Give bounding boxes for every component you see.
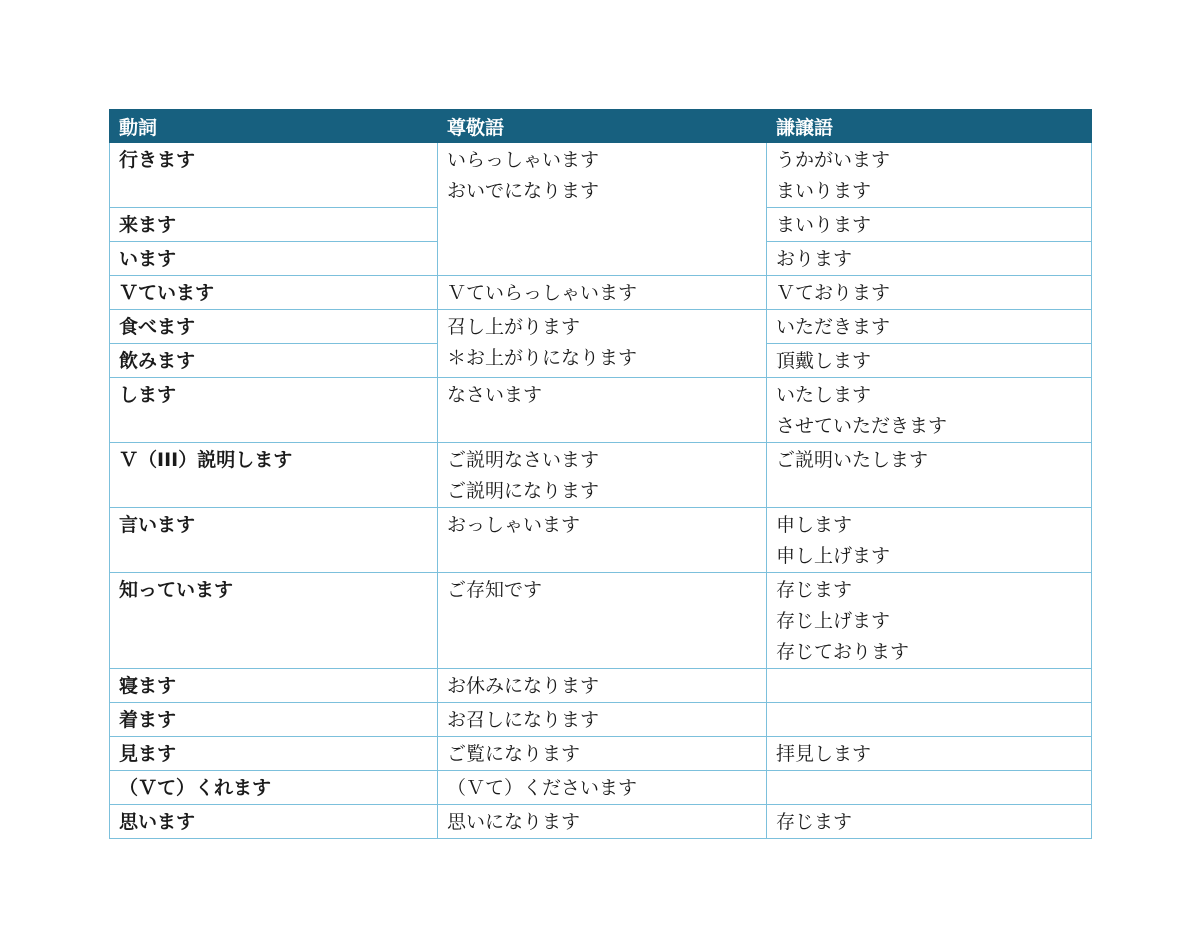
verb-text: Ｖ（III）説明します: [119, 449, 293, 471]
honorific-cell: [438, 443, 767, 508]
humble-cell: [767, 669, 1092, 703]
honorific-cell: [438, 703, 767, 737]
verb-text: 見ます: [119, 743, 177, 765]
header-verb: 動詞: [110, 110, 438, 143]
humble-cell: [767, 344, 1092, 378]
table-row: [110, 508, 1092, 573]
humble-text: おります: [776, 248, 853, 270]
humble-cell: [767, 378, 1092, 443]
humble-cell: [767, 242, 1092, 276]
humble-text: 申し上げます: [776, 545, 891, 567]
verb-text: います: [119, 248, 177, 270]
honorific-text: ＊お上がりになります: [447, 347, 638, 369]
humble-cell: [767, 703, 1092, 737]
header-humble: 謙譲語: [767, 110, 1092, 143]
honorific-text: おっしゃいます: [447, 514, 581, 536]
honorific-text: なさいます: [447, 384, 543, 406]
humble-text: Ｖております: [776, 282, 891, 304]
humble-text: 拝見します: [776, 743, 872, 765]
table-row: [110, 310, 1092, 344]
verb-cell: [110, 508, 438, 573]
table-row: [110, 669, 1092, 703]
honorific-text: いらっしゃいます: [447, 149, 600, 171]
verb-text: 食べます: [119, 316, 196, 338]
verb-text: 寝ます: [119, 675, 177, 697]
honorific-cell: [438, 508, 767, 573]
humble-text: まいります: [776, 180, 872, 202]
honorific-cell: [438, 737, 767, 771]
humble-cell: [767, 737, 1092, 771]
verb-cell: [110, 805, 438, 839]
honorific-cell: [438, 276, 767, 310]
humble-text: 頂戴します: [776, 350, 872, 372]
table-row: [110, 443, 1092, 508]
verb-cell: [110, 703, 438, 737]
verb-cell: [110, 573, 438, 669]
verb-cell: [110, 669, 438, 703]
humble-text: させていただきます: [776, 415, 948, 437]
table-row: [110, 805, 1092, 839]
honorific-cell: [438, 310, 767, 378]
verb-cell: [110, 242, 438, 276]
humble-text: うかがいます: [776, 149, 891, 171]
verb-text: 思います: [119, 811, 196, 833]
humble-text: ご説明いたします: [776, 449, 929, 471]
table-row: [110, 276, 1092, 310]
honorific-cell: [438, 143, 767, 276]
verb-text: 行きます: [119, 149, 196, 171]
honorific-text: ご説明なさいます: [447, 449, 600, 471]
humble-cell: [767, 805, 1092, 839]
honorific-cell: [438, 573, 767, 669]
honorific-text: Ｖていらっしゃいます: [447, 282, 638, 304]
verb-text: （Ｖて）くれます: [119, 777, 272, 799]
humble-text: いただきます: [776, 316, 891, 338]
humble-text: 存じております: [776, 641, 910, 663]
header-row: [110, 110, 1092, 143]
honorific-text: ご存知です: [447, 579, 543, 601]
verb-cell: [110, 208, 438, 242]
humble-cell: [767, 443, 1092, 508]
verb-cell: [110, 310, 438, 344]
humble-cell: [767, 508, 1092, 573]
verb-text: します: [119, 384, 177, 406]
verb-text: 知っています: [119, 579, 234, 601]
honorific-text: 思いになります: [447, 811, 581, 833]
humble-text: いたします: [776, 384, 872, 406]
verb-cell: [110, 344, 438, 378]
verb-text: 飲みます: [119, 350, 196, 372]
honorific-text: おいでになります: [447, 180, 600, 202]
keigo-table: [109, 109, 1092, 839]
verb-text: 来ます: [119, 214, 177, 236]
humble-cell: [767, 310, 1092, 344]
table-row: [110, 378, 1092, 443]
honorific-text: 召し上がります: [447, 316, 581, 338]
honorific-text: ご説明になります: [447, 480, 600, 502]
verb-cell: [110, 443, 438, 508]
honorific-text: お召しになります: [447, 709, 600, 731]
humble-text: 存じ上げます: [776, 610, 891, 632]
table-row: [110, 771, 1092, 805]
verb-cell: [110, 378, 438, 443]
honorific-cell: [438, 378, 767, 443]
honorific-text: お休みになります: [447, 675, 600, 697]
header-honorific: 尊敬語: [438, 110, 767, 143]
verb-cell: [110, 737, 438, 771]
honorific-text: ご覧になります: [447, 743, 581, 765]
humble-cell: [767, 573, 1092, 669]
honorific-cell: [438, 805, 767, 839]
humble-cell: [767, 276, 1092, 310]
table-row: [110, 703, 1092, 737]
honorific-cell: [438, 771, 767, 805]
humble-text: まいります: [776, 214, 872, 236]
honorific-cell: [438, 669, 767, 703]
humble-text: 申します: [776, 514, 853, 536]
humble-cell: [767, 208, 1092, 242]
humble-cell: [767, 771, 1092, 805]
table-row: [110, 573, 1092, 669]
humble-text: 存じます: [776, 811, 853, 833]
honorific-text: （Ｖて）くださいます: [447, 777, 638, 799]
humble-cell: [767, 143, 1092, 208]
verb-cell: [110, 143, 438, 208]
verb-cell: [110, 771, 438, 805]
table-row: [110, 143, 1092, 208]
table-row: [110, 737, 1092, 771]
verb-text: Ｖています: [119, 282, 215, 304]
humble-text: 存じます: [776, 579, 853, 601]
verb-cell: [110, 276, 438, 310]
verb-text: 着ます: [119, 709, 177, 731]
verb-text: 言います: [119, 514, 196, 536]
